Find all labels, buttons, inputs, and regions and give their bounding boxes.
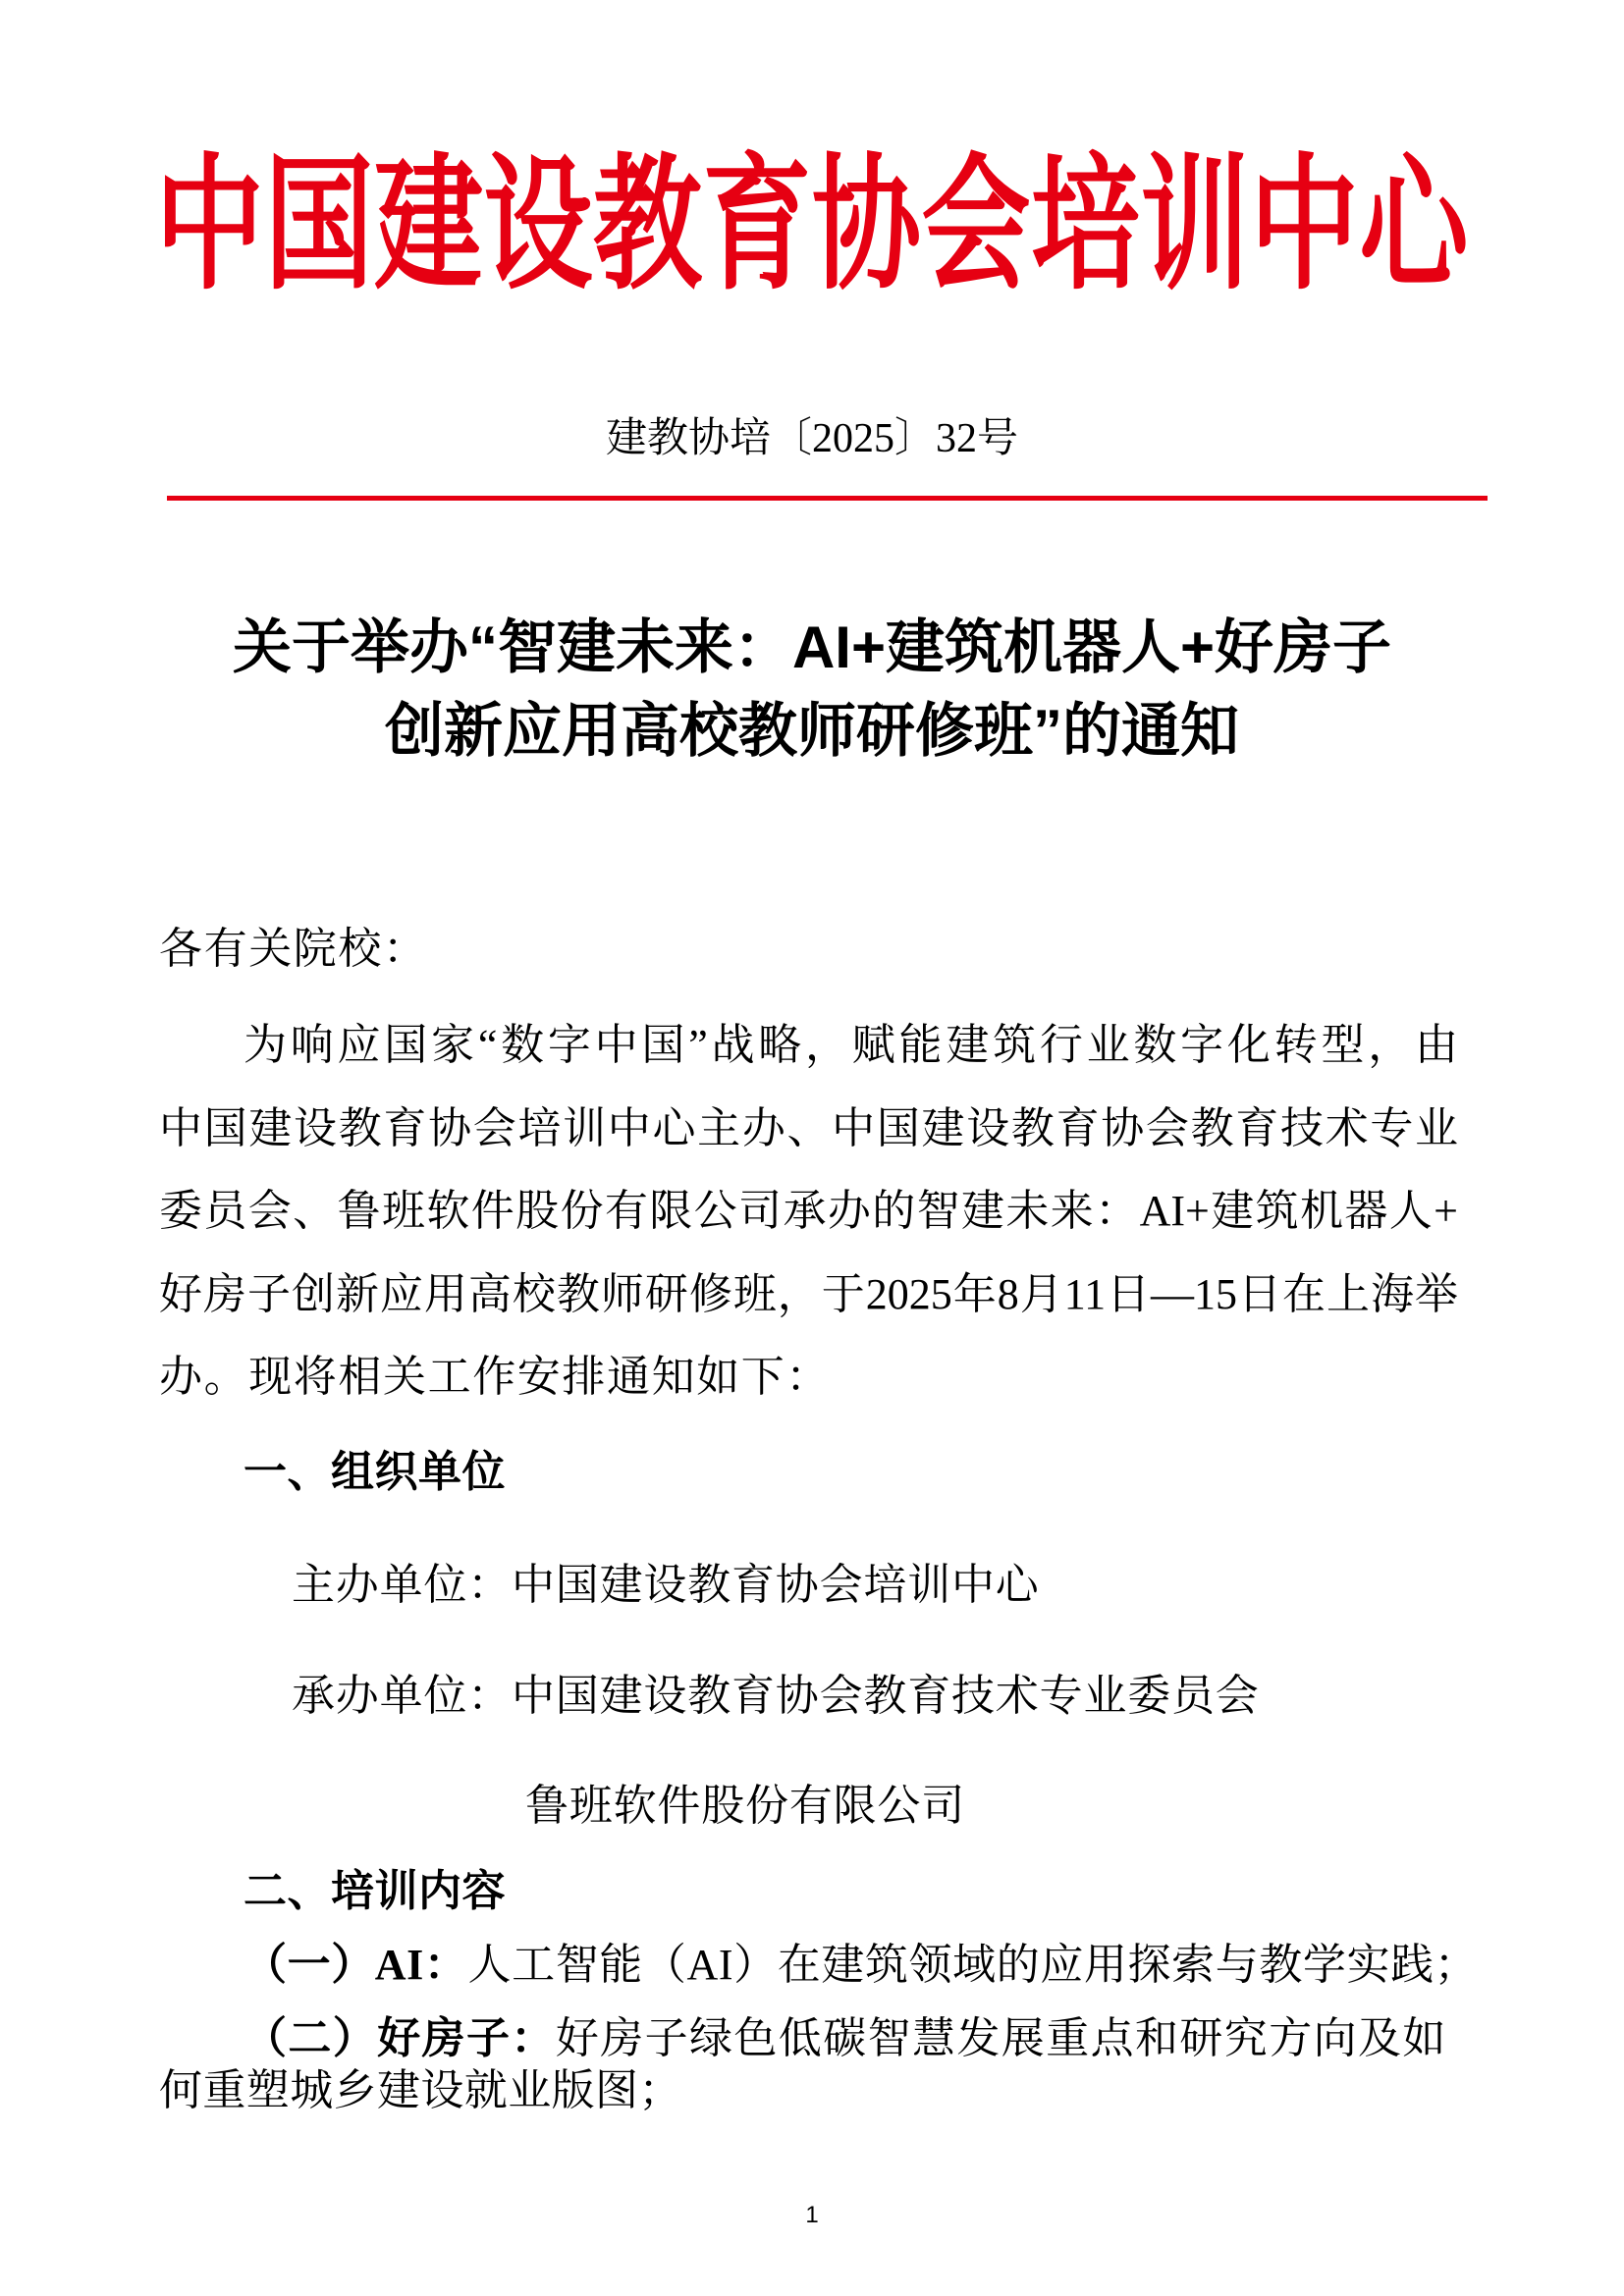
organizer-row [292, 1655, 1260, 1737]
intro-line-2: 中国建设教育协会培训中心主办、中国建设教育协会教育技术专业 [159, 1104, 1458, 1152]
host-label: 主办单位： [292, 1561, 512, 1609]
intro-line-1: 为响应国家“数字中国”战略，赋能建筑行业数字化转型，由 [244, 1021, 1458, 1069]
intro-line-5: 办。现将相关工作安排通知如下： [159, 1353, 831, 1401]
intro-line-4: 好房子创新应用高校教师研修班，于2025年8月11日—15日在上海举 [159, 1270, 1458, 1318]
title-line-2: 创新应用高校教师研修班”的通知 [385, 698, 1239, 764]
host-name: 中国建设教育协会培训中心 [512, 1561, 1040, 1609]
training-item-2-text-line-1: 好房子绿色低碳智慧发展重点和研究方向及如 [555, 2014, 1447, 2062]
page-number: 1 [805, 2202, 819, 2228]
title-line-1: 关于举办“智建未来：AI+建筑机器人+好房子 [232, 614, 1392, 680]
section-heading-training-content: 二、培训内容 [244, 1867, 506, 1915]
masthead-org-name: 中国建设教育协会培训中心 [154, 145, 1469, 308]
intro-line-3: 委员会、鲁班软件股份有限公司承办的智建未来：AI+建筑机器人+ [159, 1187, 1458, 1235]
organizer-name-2: 鲁班软件股份有限公司 [525, 1782, 965, 1830]
document-number: 建教协培〔2025〕32号 [605, 416, 1018, 461]
organizer-label: 承办单位： [292, 1672, 512, 1720]
training-item-1 [244, 1924, 1478, 2006]
training-item-2-prefix: （二）好房子： [244, 2014, 556, 2062]
host-row [292, 1544, 1040, 1627]
salutation: 各有关院校： [159, 925, 428, 973]
training-item-1-prefix: （一）AI： [244, 1941, 468, 1989]
training-item-1-text: 人工智能（AI）在建筑领域的应用探索与教学实践； [467, 1941, 1479, 1989]
section-heading-organizers: 一、组织单位 [244, 1448, 506, 1496]
red-divider-line [167, 496, 1488, 501]
training-item-2-text-line-2: 何重塑城乡建设就业版图； [159, 2066, 682, 2114]
organizer-name-1: 中国建设教育协会教育技术专业委员会 [512, 1672, 1260, 1720]
